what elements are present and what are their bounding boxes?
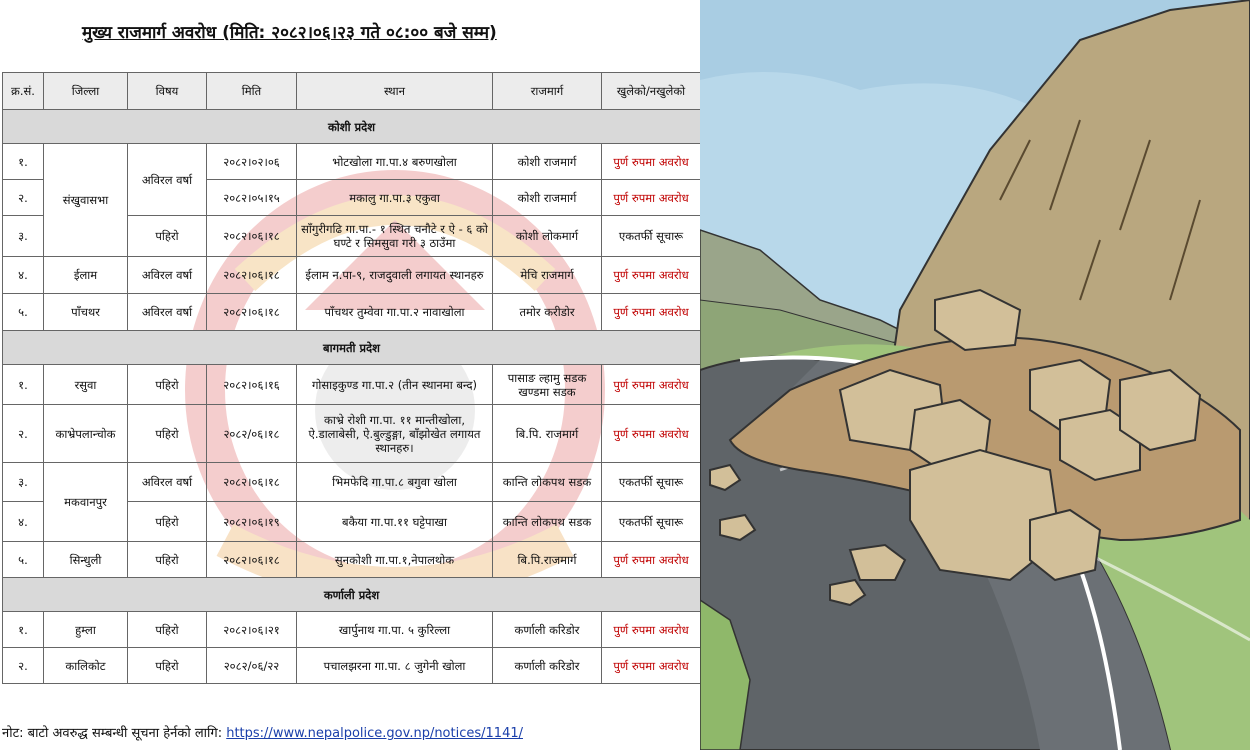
cell-sn: ३. — [3, 216, 44, 257]
cell-date: २०८२।०६।१८ — [207, 463, 297, 502]
cell-sn: ५. — [3, 294, 44, 331]
col-header: खुलेको/नखुलेको — [602, 73, 701, 110]
cell-date: २०८२/०६/२२ — [207, 648, 297, 684]
table-row — [3, 648, 701, 684]
table-row — [3, 612, 701, 648]
cell-district: ईलाम — [44, 257, 128, 294]
cell-highway: कोशी राजमार्ग — [493, 144, 602, 180]
cell-status: पुर्ण रुपमा अवरोध — [602, 294, 701, 331]
cell-status: पुर्ण रुपमा अवरोध — [602, 180, 701, 216]
cell-status: पुर्ण रुपमा अवरोध — [602, 405, 701, 463]
cell-district: पाँचथर — [44, 294, 128, 331]
cell-status: पुर्ण रुपमा अवरोध — [602, 257, 701, 294]
cell-status: पुर्ण रुपमा अवरोध — [602, 144, 701, 180]
cell-type: अविरल वर्षा — [128, 294, 207, 331]
cell-date: २०८२।०६।१८ — [207, 294, 297, 331]
cell-sn: ५. — [3, 542, 44, 578]
col-header: राजमार्ग — [493, 73, 602, 110]
landslide-illustration — [700, 0, 1250, 750]
landslide-road-illustration — [700, 0, 1250, 750]
cell-district: कालिकोट — [44, 648, 128, 684]
cell-highway: तमोर करीडोर — [493, 294, 602, 331]
section-koshi: कोशी प्रदेश — [3, 110, 701, 144]
cell-type: अविरल वर्षा — [128, 257, 207, 294]
section-row — [3, 110, 701, 144]
cell-place: पचालझरना गा.पा. ८ जुगेनी खोला — [297, 648, 493, 684]
section-karnali: कर्णाली प्रदेश — [3, 578, 701, 612]
cell-sn: २. — [3, 405, 44, 463]
cell-date: २०८२।०६।१८ — [207, 216, 297, 257]
cell-place: पाँचथर तुम्वेवा गा.पा.२ नावाखोला — [297, 294, 493, 331]
cell-highway: कान्ति लोकपथ सडक — [493, 463, 602, 502]
cell-sn: ४. — [3, 502, 44, 542]
cell-status: पुर्ण रुपमा अवरोध — [602, 542, 701, 578]
cell-date: २०८२।०२।०६ — [207, 144, 297, 180]
cell-place: गोसाइकुण्ड गा.पा.२ (तीन स्थानमा बन्द) — [297, 365, 493, 405]
cell-highway: मेचि राजमार्ग — [493, 257, 602, 294]
cell-place: भोटखोला गा.पा.४ बरुणखोला — [297, 144, 493, 180]
cell-district: सिन्धुली — [44, 542, 128, 578]
note-text: नोट: बाटो अवरुद्ध सम्बन्धी सूचना हेर्नको लागि: — [2, 726, 227, 741]
cell-district: हुम्ला — [44, 612, 128, 648]
cell-status: एकतर्फी सूचारू — [602, 463, 701, 502]
cell-type: पहिरो — [128, 365, 207, 405]
cell-sn: १. — [3, 365, 44, 405]
header-row — [3, 73, 701, 110]
page-title: मुख्य राजमार्ग अवरोध (मिति: २०८२।०६।२३ गते ०८:०० बजे सम्म) — [82, 23, 497, 43]
section-row — [3, 331, 701, 365]
cell-place: सुनकोशी गा.पा.१,नेपालथोक — [297, 542, 493, 578]
cell-sn: १. — [3, 144, 44, 180]
table-row — [3, 365, 701, 405]
table-row — [3, 542, 701, 578]
col-header: जिल्ला — [44, 73, 128, 110]
cell-place: मकालु गा.पा.३ एकुवा — [297, 180, 493, 216]
cell-district: काभ्रेपलान्चोक — [44, 405, 128, 463]
cell-highway: कर्णाली करिडोर — [493, 612, 602, 648]
cell-status: पुर्ण रुपमा अवरोध — [602, 365, 701, 405]
cell-sn: १. — [3, 612, 44, 648]
cell-district: मकवानपुर — [44, 463, 128, 542]
cell-status: एकतर्फी सूचारू — [602, 502, 701, 542]
notice-link[interactable]: https://www.nepalpolice.gov.np/notices/1141/ — [226, 726, 523, 741]
cell-highway: कर्णाली करिडोर — [493, 648, 602, 684]
cell-status: पुर्ण रुपमा अवरोध — [602, 612, 701, 648]
cell-type: पहिरो — [128, 542, 207, 578]
cell-date: २०८२।०६।१८ — [207, 542, 297, 578]
cell-place: बकैया गा.पा.११ घट्टेपाखा — [297, 502, 493, 542]
cell-date: २०८२/०६।१८ — [207, 405, 297, 463]
cell-type: अविरल वर्षा — [128, 144, 207, 216]
section-row — [3, 578, 701, 612]
cell-sn: ३. — [3, 463, 44, 502]
cell-date: २०८२।०६।२१ — [207, 612, 297, 648]
cell-highway: कोशी राजमार्ग — [493, 180, 602, 216]
cell-type: पहिरो — [128, 405, 207, 463]
col-header: विषय — [128, 73, 207, 110]
cell-sn: ४. — [3, 257, 44, 294]
section-bagmati: बागमती प्रदेश — [3, 331, 701, 365]
cell-highway: कान्ति लोकपथ सडक — [493, 502, 602, 542]
cell-district: रसुवा — [44, 365, 128, 405]
cell-status: पुर्ण रुपमा अवरोध — [602, 648, 701, 684]
cell-place: भिमफेदि गा.पा.८ बगुवा खोला — [297, 463, 493, 502]
cell-place: साँगुरीगढि गा.पा.- १ स्थित चनौटे र ऐ - ६ को घण्टे र सिमसुवा गरी ३ ठाउँमा — [297, 216, 493, 257]
table-row — [3, 294, 701, 331]
cell-highway: बि.पि.राजमार्ग — [493, 542, 602, 578]
cell-sn: २. — [3, 648, 44, 684]
cell-highway: बि.पि. राजमार्ग — [493, 405, 602, 463]
cell-date: २०८२।०५।१५ — [207, 180, 297, 216]
cell-date: २०८२।०६।१९ — [207, 502, 297, 542]
cell-type: पहिरो — [128, 648, 207, 684]
col-header: क्र.सं. — [3, 73, 44, 110]
table-row — [3, 257, 701, 294]
cell-type: पहिरो — [128, 612, 207, 648]
cell-status: एकतर्फी सूचारू — [602, 216, 701, 257]
road-obstruction-table — [2, 72, 700, 684]
table-row — [3, 405, 701, 463]
table-row — [3, 144, 701, 180]
col-header: स्थान — [297, 73, 493, 110]
cell-place: काभ्रे रोशी गा.पा. ११ मान्तीखोला, ऐ.डालाबेसी, ऐ.बुल्डुङ्गा, बाँझोखेत लगायत स्थानहरु। — [297, 405, 493, 463]
cell-district: संखुवासभा — [44, 144, 128, 257]
cell-highway: पासाङ ल्हामु सडक खण्डमा सडक — [493, 365, 602, 405]
cell-place: खार्पुनाथ गा.पा. ५ कुरिल्ला — [297, 612, 493, 648]
cell-type: पहिरो — [128, 502, 207, 542]
cell-place: ईलाम न.पा-९, राजदुवाली लगायत स्थानहरु — [297, 257, 493, 294]
cell-type: पहिरो — [128, 216, 207, 257]
cell-highway: कोशी लोकमार्ग — [493, 216, 602, 257]
cell-date: २०८२।०६।१८ — [207, 257, 297, 294]
col-header: मिति — [207, 73, 297, 110]
cell-sn: २. — [3, 180, 44, 216]
cell-date: २०८२।०६।१६ — [207, 365, 297, 405]
cell-type: अविरल वर्षा — [128, 463, 207, 502]
table-row — [3, 463, 701, 502]
footer-note — [2, 723, 523, 741]
